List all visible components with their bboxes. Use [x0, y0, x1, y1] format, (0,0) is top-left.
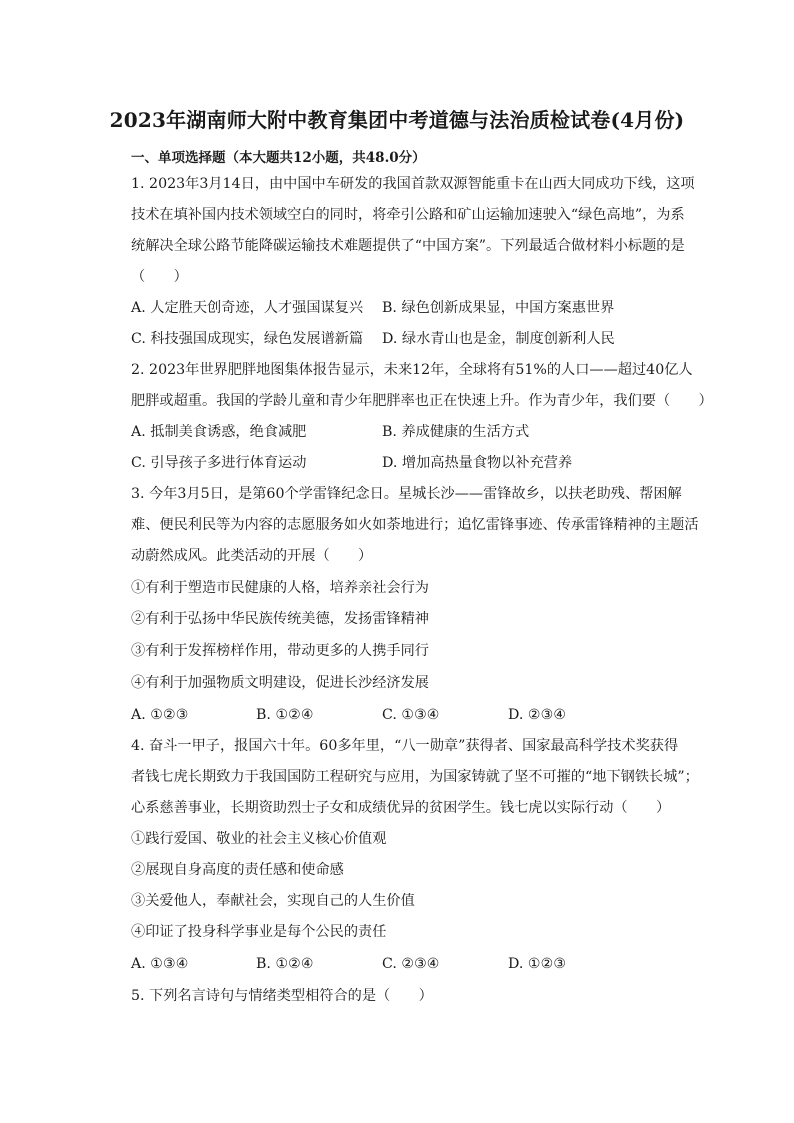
question-2-line-2: 肥胖或超重。我国的学龄儿童和青少年肥胖率也正在快速上升。作为青少年，我们要（ ） [131, 393, 713, 409]
statement-3: ③关爱他人，奉献社会，实现自己的人生价值 [131, 893, 415, 909]
question-1-options [131, 293, 691, 355]
option-d: D. 增加高热量食物以补充营养 [382, 455, 573, 471]
question-4-line-2: 者钱七虎长期致力于我国国防工程研究与应用，为国家铸就了坚不可摧的“地下钢铁长城”； [131, 769, 699, 785]
option-b: B. 养成健康的生活方式 [382, 424, 530, 440]
option-b: B. ①②④ [256, 956, 314, 972]
question-4-line-3: 心系慈善事业，长期资助烈士子女和成绩优异的贫困学生。钱七虎以实际行动（ ） [131, 800, 671, 816]
question-1 [131, 169, 695, 293]
question-5 [131, 981, 691, 1012]
option-b: B. 绿色创新成果显，中国方案惠世界 [382, 300, 615, 316]
statement-2: ②有利于弘扬中华民族传统美德，发扬雷锋精神 [131, 611, 429, 627]
option-a: A. 抵制美食诱惑，绝食减肥 [131, 424, 307, 440]
question-1-line-3: 统解决全球公路节能降碳运输技术难题提供了“中国方案”。下列最适合做材料小标题的是 [131, 238, 685, 254]
statement-4: ④有利于加强物质文明建设，促进长沙经济发展 [131, 675, 429, 691]
exam-title: 2023年湖南师大附中教育集团中考道德与法治质检试卷(4月份) [109, 108, 685, 132]
question-1-line-4: （ ） [131, 269, 188, 285]
option-c: C. ②③④ [382, 956, 440, 972]
option-c: C. 引导孩子多进行体育运动 [131, 455, 307, 471]
option-d: D. 绿水青山也是金，制度创新利人民 [382, 331, 615, 347]
option-a: A. 人定胜天创奇迹，人才强国谋复兴 [131, 300, 364, 316]
statement-1: ①践行爱国、敬业的社会主义核心价值观 [131, 831, 387, 847]
question-2-line-1: 2. 2023年世界肥胖地图集体报告显示，未来12年，全球将有51%的人口——超过40亿人 [131, 362, 693, 378]
question-1-line-2: 技术在填补国内技术领域空白的同时，将牵引公路和矿山运输加速驶入“绿色高地”，为系 [131, 207, 685, 223]
question-2-options [131, 417, 691, 479]
section-heading: 一、单项选择题（本大题共12小题，共48.0分） [131, 150, 426, 166]
question-3 [131, 479, 699, 572]
option-d: D. ②③④ [508, 707, 567, 723]
statement-1: ①有利于塑造市民健康的人格，培养亲社会行为 [131, 580, 429, 596]
statement-3: ③有利于发挥榜样作用，带动更多的人携手同行 [131, 643, 429, 659]
question-4 [131, 731, 699, 824]
question-5-line-1: 5. 下列名言诗句与情绪类型相符合的是（ ） [131, 988, 433, 1004]
option-a: A. ①②③ [131, 707, 189, 723]
statement-4: ④印证了投身科学事业是每个公民的责任 [131, 924, 387, 940]
option-b: B. ①②④ [256, 707, 314, 723]
question-1-line-1: 1. 2023年3月14日，由中国中车研发的我国首款双源智能重卡在山西大同成功下线，这项 [131, 176, 695, 192]
question-3-options [131, 700, 691, 731]
option-c: C. ①③④ [382, 707, 440, 723]
option-a: A. ①③④ [131, 956, 189, 972]
option-d: D. ①②③ [508, 956, 567, 972]
question-3-line-3: 动蔚然成风。此类活动的开展（ ） [131, 548, 373, 564]
question-4-options [131, 949, 691, 980]
question-2 [131, 355, 713, 417]
statement-2: ②展现自身高度的责任感和使命感 [131, 862, 344, 878]
question-3-line-1: 3. 今年3月5日，是第60个学雷锋纪念日。星城长沙——雷锋故乡，以扶老助残、帮困解 [131, 486, 682, 502]
option-c: C. 科技强国成现实，绿色发展谱新篇 [131, 331, 364, 347]
question-4-line-1: 4. 奋斗一甲子，报国六十年。60多年里，“八一勋章”获得者、国家最高科学技术奖获得 [131, 738, 679, 754]
question-3-line-2: 难、便民利民等为内容的志愿服务如火如荼地进行；追忆雷锋事迹、传承雷锋精神的主题活 [131, 517, 699, 533]
